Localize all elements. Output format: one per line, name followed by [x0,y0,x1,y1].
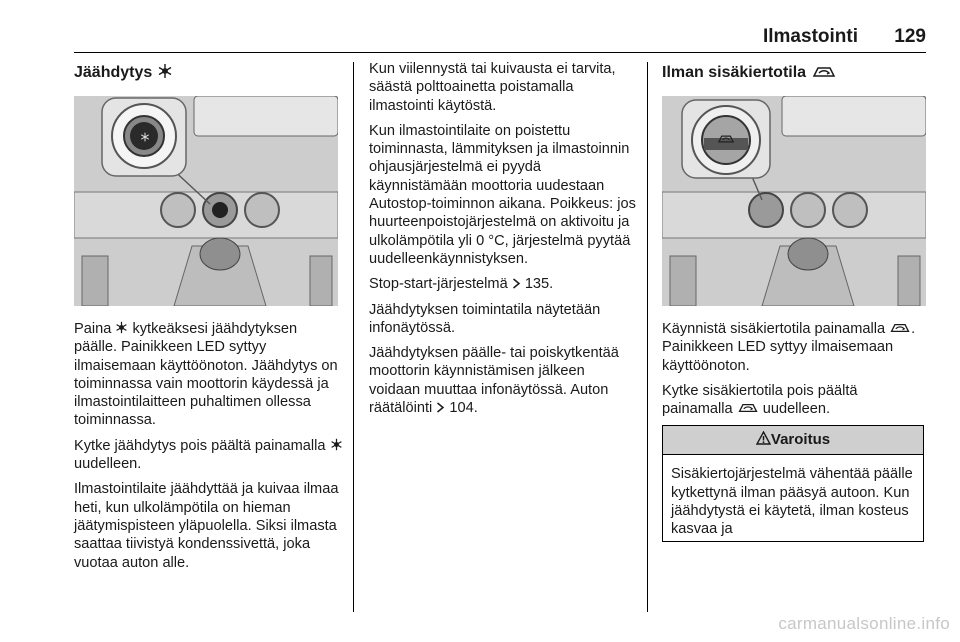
text: uudelleen. [762,401,831,418]
paragraph [74,437,344,474]
snowflake-icon [140,132,150,142]
warning-text: Sisäkiertojärjestelmä vähentää päälle kytkettynä ilman pääsyä autoon. Kun jäähdytystä ei käytetä, ilman kosteus kasvaa ja [671,466,913,538]
page-header [74,26,926,50]
watermark: carmanualsonline.info [778,614,950,633]
figure-cooling-button [74,96,338,306]
page-number: 129 [894,26,926,47]
paragraph: Kun viilennystä tai kuivausta ei tarvita, säästä polttoainetta poistamalla ilmastointi käytöstä. [369,61,616,114]
paragraph [369,275,637,293]
paragraph: Kun ilmastointilaite on poistettu toiminnasta, lämmityksen ja ilmastoinnin ohjausjärjestelmä ei pyydä käynnistämään moottoria uudestaan Autostop-toiminnon aikana. Poikkeus: jos huurteenpoistojärjestelmä on aktivoitu ja ulkolämpötila yli 0 °C, järjestelmä pyytää uudelleenkäynnistyksen. [369,122,636,267]
text: Jäähdytyksen päälle- tai poiskytkentää moottorin käynnistämisen jälkeen voidaan muuttaa infonäytössä. Auton räätälöinti [369,345,619,417]
column-divider [353,62,354,612]
air-recirculation-icon [811,65,837,79]
page-reference[interactable]: 104. [449,400,478,417]
warning-title: Varoitus [770,431,831,449]
dashboard-illustration [662,96,926,306]
text: kytkeäksesi jäähdytyksen päälle. Painikkeen LED syttyy ilmaisemaan käyttöönoton. Jäähdytys on toiminnassa vain moottorin käydessä ja ilmastointilaitteen puhaltimen ollessa toiminnassa. [74,321,338,429]
text: Kytke jäähdytys pois päältä painamalla [74,437,326,454]
heading-text: Jäähdytys [74,64,153,81]
air-recirculation-icon [716,134,736,144]
heading-text: Ilman sisäkiertotila [662,64,807,81]
warning-body [663,455,923,540]
text: uudelleen. [74,456,142,473]
column-1 [74,60,344,579]
dashboard-illustration [74,96,338,306]
warning-box [662,425,924,541]
text: . Painikkeen LED syttyy ilmaisemaan käyttöönoton. [662,321,916,374]
paragraph [662,382,928,419]
snowflake-icon [157,63,173,79]
text: Kytke sisäkiertotila pois päältä painamalla [662,382,858,418]
figure-recirculation-button [662,96,926,306]
air-recirculation-icon [889,322,911,334]
text: Paina [74,321,112,337]
paragraph: Ilmastointilaite jäähdyttää ja kuivaa ilmaa heti, kun ulkolämpötila on hieman jäätymispisteen yläpuolella. Siksi ilmasta saattaa tiivistyä kondenssivettä, joka vuotaa auton alle. [74,481,339,571]
warning-triangle-icon [756,431,771,445]
page-reference[interactable]: 135. [524,276,554,293]
column-2 [369,60,637,424]
snowflake-icon [115,321,128,334]
section-heading-cooling [74,60,344,86]
text: Stop-start-järjestelmä [369,276,508,293]
section-heading-recirculation [662,60,928,86]
column-divider [647,62,648,612]
page-reference-arrow-icon [436,402,445,413]
header-rule [74,52,926,53]
paragraph [662,320,928,375]
header-title: Ilmastointi [762,26,858,47]
warning-header [663,426,923,455]
air-recirculation-icon [737,402,759,414]
page-reference-arrow-icon [512,278,521,289]
paragraph: Jäähdytyksen toimintatila näytetään infonäytössä. [369,301,601,336]
paragraph [74,320,344,430]
paragraph [369,344,637,417]
column-3 [662,60,928,542]
text: Käynnistä sisäkiertotila painamalla [662,321,886,337]
snowflake-icon [330,438,343,451]
